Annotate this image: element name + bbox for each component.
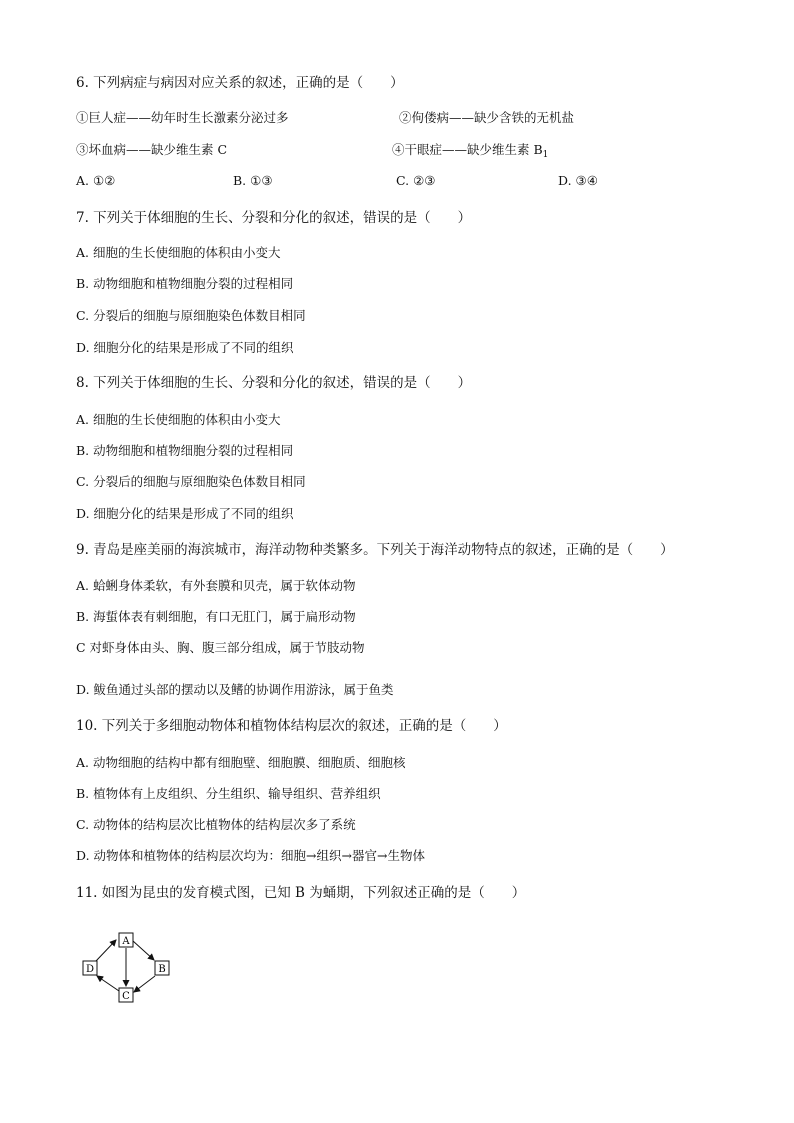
- q10-option-a: A. 动物细胞的结构中都有细胞壁、细胞膜、细胞质、细胞核: [76, 755, 406, 770]
- q8-option-b: B. 动物细胞和植物细胞分裂的过程相同: [76, 443, 294, 458]
- insect-development-diagram: [76, 928, 176, 1008]
- q9-option-b: B. 海蜇体表有刺细胞，有口无肛门，属于扁形动物: [76, 609, 356, 624]
- q8-option-a: A. 细胞的生长使细胞的体积由小变大: [76, 412, 281, 427]
- q8-stem: 8. 下列关于体细胞的生长、分裂和分化的叙述，错误的是（ ）: [76, 375, 472, 391]
- q6-stem: 6. 下列病症与病因对应关系的叙述，正确的是（ ）: [76, 75, 404, 91]
- q6-pair-3: ③坏血病——缺少维生素 C: [76, 142, 228, 157]
- node-c-label: C: [122, 991, 130, 1002]
- q8-option-d: D. 细胞分化的结果是形成了不同的组织: [76, 506, 294, 521]
- q6-pair-4: [392, 141, 548, 164]
- q9-option-a: A. 蛤蜊身体柔软，有外套膜和贝壳，属于软体动物: [76, 578, 356, 593]
- diagram-node-b: [155, 961, 169, 975]
- q6-pair-4-main: ④干眼症——缺少维生素 B: [392, 142, 543, 157]
- arrow-a-to-b: [133, 941, 154, 960]
- q10-stem: 10. 下列关于多细胞动物体和植物体结构层次的叙述，正确的是（ ）: [76, 718, 507, 734]
- q6-option-c: C. ②③: [396, 173, 436, 188]
- q6-pair-4-subscript: 1: [542, 150, 549, 160]
- q7-option-c: C. 分裂后的细胞与原细胞染色体数目相同: [76, 308, 306, 323]
- q7-option-b: B. 动物细胞和植物细胞分裂的过程相同: [76, 276, 294, 291]
- q6-option-a: A. ①②: [76, 173, 116, 188]
- diagram-node-a: [119, 933, 133, 947]
- q7-stem: 7. 下列关于体细胞的生长、分裂和分化的叙述，错误的是（ ）: [76, 210, 472, 226]
- q6-option-d: D. ③④: [558, 173, 598, 188]
- q9-option-c: C 对虾身体由头、胸、腹三部分组成，属于节肢动物: [76, 640, 365, 655]
- diagram-node-d: [83, 961, 97, 975]
- q7-option-d: D. 细胞分化的结果是形成了不同的组织: [76, 340, 294, 355]
- q7-option-a: A. 细胞的生长使细胞的体积由小变大: [76, 245, 281, 260]
- q9-option-d: D. 鲅鱼通过头部的摆动以及鳍的协调作用游泳，属于鱼类: [76, 682, 394, 697]
- node-d-label: D: [85, 964, 95, 975]
- q8-option-c: C. 分裂后的细胞与原细胞染色体数目相同: [76, 474, 306, 489]
- q10-option-c: C. 动物体的结构层次比植物体的结构层次多了系统: [76, 817, 356, 832]
- diagram-node-c: [119, 988, 133, 1002]
- q6-pair-1: ①巨人症——幼年时生长激素分泌过多: [76, 110, 289, 125]
- arrow-b-to-c: [134, 976, 155, 992]
- node-a-label: A: [122, 936, 130, 947]
- q6-option-b: B. ①③: [233, 173, 273, 188]
- q11-stem: 11. 如图为昆虫的发育模式图，已知 B 为蛹期，下列叙述正确的是（ ）: [76, 885, 526, 901]
- q10-option-b: B. 植物体有上皮组织、分生组织、输导组织、营养组织: [76, 786, 381, 801]
- q10-option-d: D. 动物体和植物体的结构层次均为：细胞→组织→器官→生物体: [76, 848, 425, 863]
- q6-pair-2: ②佝偻病——缺少含铁的无机盐: [399, 110, 575, 125]
- q9-stem: 9. 青岛是座美丽的海滨城市，海洋动物种类繁多。下列关于海洋动物特点的叙述，正确的是（ ）: [76, 542, 674, 558]
- node-b-label: B: [158, 964, 166, 975]
- arrow-d-to-a: [96, 940, 116, 961]
- arrow-c-to-d: [97, 976, 119, 991]
